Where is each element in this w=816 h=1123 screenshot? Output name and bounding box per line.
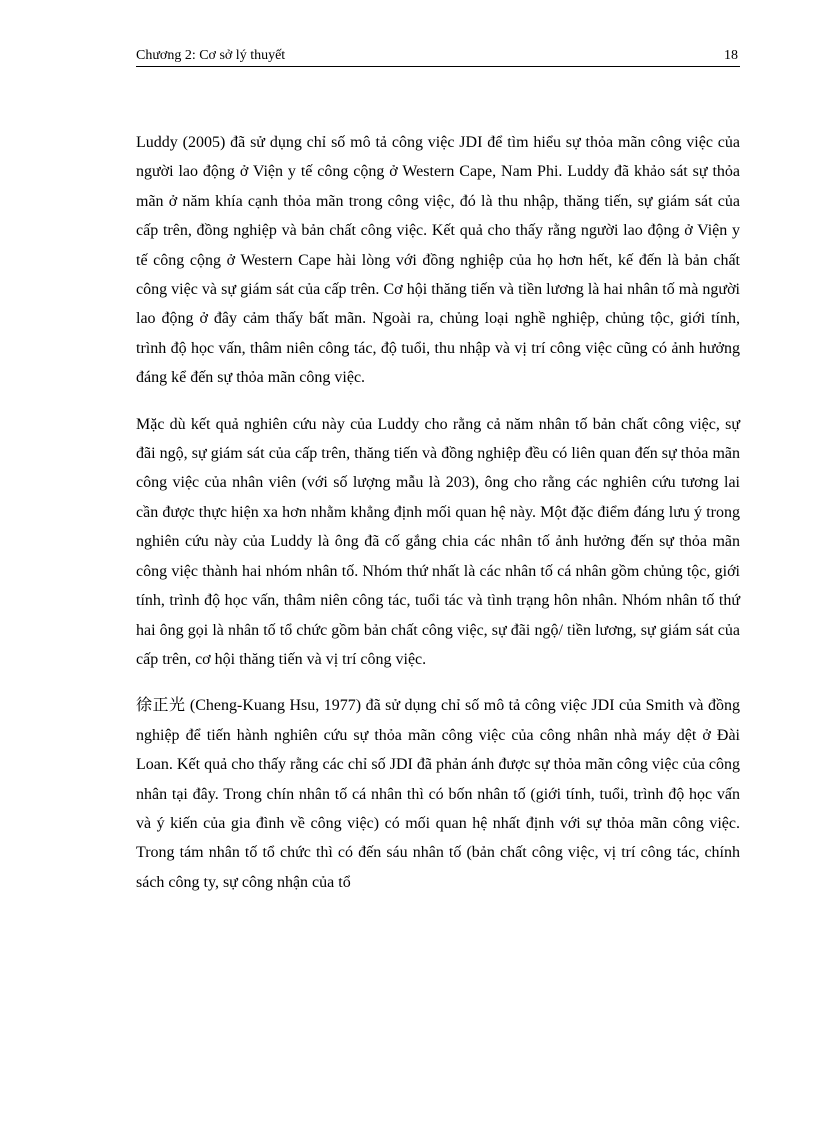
running-header bbox=[136, 48, 740, 67]
chapter-title: Chương 2: Cơ sở lý thuyết bbox=[136, 48, 286, 63]
page-number: 18 bbox=[724, 48, 738, 63]
body-text bbox=[136, 128, 740, 914]
paragraph-luddy-study: Luddy (2005) đã sử dụng chỉ số mô tả công việc JDI để tìm hiểu sự thỏa mãn công việc của người lao động ở Viện y tế công cộng ở Western Cape, Nam Phi. Luddy đã khảo sát sự thỏa mãn ở năm khía cạnh thỏa mãn trong công việc, đó là thu nhập, thăng tiến, sự giám sát của cấp trên, đồng nghiệp và bản chất công việc. Kết quả cho thấy rằng người lao động ở Viện y tế công cộng ở Western Cape hài lòng với đồng nghiệp của họ hơn hết, kế đến là bản chất công việc và sự giám sát của cấp trên. Cơ hội thăng tiến và tiền lương là hai nhân tố mà người lao động ở đây cảm thấy bất mãn. Ngoài ra, chủng loại nghề nghiệp, chủng tộc, giới tính, trình độ học vấn, thâm niên công tác, độ tuổi, thu nhập và vị trí công việc cũng có ảnh hưởng đáng kể đến sự thỏa mãn công việc. bbox=[136, 134, 740, 387]
paragraph-hsu-study: 徐正光 (Cheng-Kuang Hsu, 1977) đã sử dụng chỉ số mô tả công việc JDI của Smith và đồng nghiệp để tiến hành nghiên cứu sự thỏa mãn công việc của công nhân nhà máy dệt ở Đài Loan. Kết quả cho thấy rằng các chỉ số JDI đã phản ánh được sự thỏa mãn công việc của công nhân tại đây. Trong chín nhân tố cá nhân thì có bốn nhân tố (giới tính, tuổi, trình độ học vấn và ý kiến của gia đình về công việc) có mối quan hệ nhất định với sự thỏa mãn công việc. Trong tám nhân tố tổ chức thì có đến sáu nhân tố (bản chất công việc, vị trí công tác, chính sách công ty, sự công nhận của tổ bbox=[136, 697, 740, 891]
paragraph-luddy-factors: Mặc dù kết quả nghiên cứu này của Luddy cho rằng cả năm nhân tố bản chất công việc, sự đãi ngộ, sự giám sát của cấp trên, thăng tiến và đồng nghiệp đều có liên quan đến sự thỏa mãn công việc của nhân viên (với số lượng mẫu là 203), ông cho rằng các nghiên cứu tương lai cần được thực hiện xa hơn nhằm khẳng định mối quan hệ này. Một đặc điểm đáng lưu ý trong nghiên cứu này của Luddy là ông đã cố gắng chia các nhân tố ảnh hưởng đến sự thỏa mãn công việc thành hai nhóm nhân tố. Nhóm thứ nhất là các nhân tố cá nhân gồm chủng tộc, giới tính, trình độ học vấn, thâm niên công tác, tuổi tác và tình trạng hôn nhân. Nhóm nhân tố thứ hai ông gọi là nhân tố tổ chức gồm bản chất công việc, sự đãi ngộ/ tiền lương, sự giám sát của cấp trên, cơ hội thăng tiến và vị trí công việc. bbox=[136, 415, 740, 668]
